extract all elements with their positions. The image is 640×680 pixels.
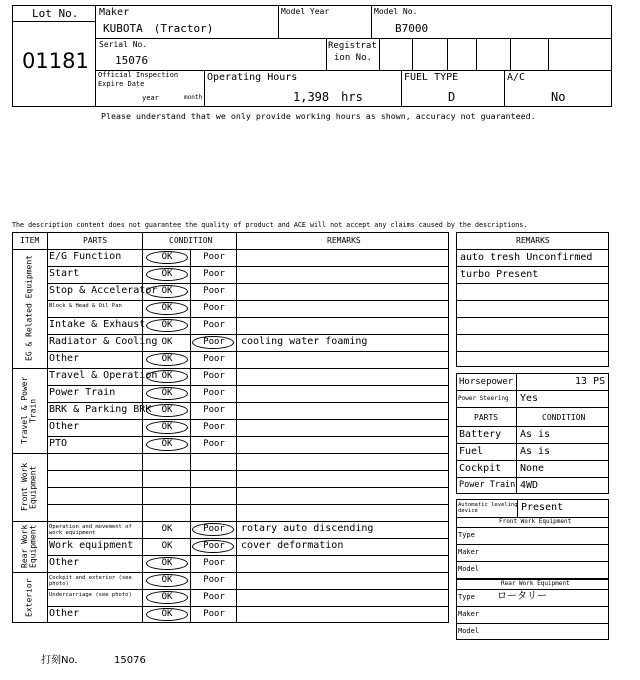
side-remark-line: turbo Present	[460, 269, 539, 280]
table-row	[47, 436, 449, 453]
part-name: Power Train	[49, 387, 116, 398]
side-part-value: As is	[520, 429, 551, 440]
poor-option: Poor	[203, 405, 225, 415]
side-parts-header: PARTS	[474, 413, 499, 422]
poor-option: Poor	[203, 320, 225, 330]
poor-option: Poor	[203, 354, 225, 364]
table-row	[47, 351, 449, 368]
group-label: Front Work Equipment	[20, 462, 38, 512]
selected-condition-circle	[146, 353, 188, 366]
hours-notice: Please understand that we only provide working hours as shown, accuracy not guaranteed.	[101, 111, 536, 121]
part-name: Radiator & Cooling	[49, 336, 158, 347]
selected-condition-circle	[146, 438, 188, 451]
row-remark: cooling water foaming	[241, 336, 368, 347]
maker-label: Maker	[99, 7, 130, 18]
ac-value: No	[551, 90, 566, 104]
row-remark: cover deformation	[241, 540, 344, 551]
side-part-label: Fuel	[459, 446, 484, 457]
remarks-header: REMARKS	[327, 236, 361, 245]
poor-option: Poor	[203, 337, 225, 347]
part-name: E/G Function	[49, 251, 122, 262]
part-name: Stop & Accelerator	[49, 285, 158, 296]
rear-equipment-header: Rear Work Equipment	[501, 580, 570, 587]
selected-condition-circle	[146, 319, 188, 332]
part-name: Start	[49, 268, 80, 279]
hours-label: Operating Hours	[207, 72, 298, 83]
selected-condition-circle	[146, 268, 188, 281]
poor-option: Poor	[203, 371, 225, 381]
table-row	[47, 249, 449, 266]
serial-value: 15076	[115, 54, 149, 67]
ok-option: OK	[161, 524, 173, 534]
table-row	[47, 317, 449, 334]
part-name: Block & Head & Oil Pan	[49, 303, 122, 309]
condition-header: CONDITION	[169, 236, 213, 245]
table-row	[47, 521, 449, 538]
part-name: Undercarriage (see photo)	[49, 592, 132, 598]
selected-condition-circle	[192, 336, 234, 349]
model-year-label: Model Year	[281, 7, 330, 16]
description-notice: The description content does not guarantee the quality of product and ACE will not accept any claims caused by the descriptions.	[12, 221, 528, 229]
ok-option: OK	[161, 439, 173, 449]
ac-label: A/C	[507, 72, 526, 83]
part-name: Cockpit and exterior (see photo)	[49, 575, 132, 588]
table-row	[47, 453, 449, 470]
table-row	[47, 283, 449, 300]
part-name: PTO	[49, 438, 68, 449]
hours-value: 1,398 hrs	[293, 90, 363, 104]
rear-type-label: Type	[458, 593, 475, 601]
poor-option: Poor	[203, 541, 225, 551]
leveling-label-2: device	[458, 508, 478, 514]
ok-option: OK	[161, 320, 173, 330]
part-name: BRK & Parking BRK	[49, 404, 152, 415]
selected-condition-circle	[146, 404, 188, 417]
side-remark-line: auto tresh Unconfirmed	[460, 252, 593, 263]
side-part-value: As is	[520, 446, 551, 457]
ok-option: OK	[161, 337, 173, 347]
horsepower-label: Horsepower	[459, 377, 514, 387]
fuel-label: FUEL TYPE	[404, 72, 459, 83]
poor-option: Poor	[203, 422, 225, 432]
table-row	[47, 368, 449, 385]
table-row	[47, 589, 449, 606]
selected-condition-circle	[146, 421, 188, 434]
front-equipment-header: Front Work Equipment	[499, 518, 572, 525]
poor-option: Poor	[203, 524, 225, 534]
poor-option: Poor	[203, 439, 225, 449]
ok-option: OK	[161, 575, 173, 585]
group-label: Exterior	[24, 578, 34, 617]
ok-option: OK	[161, 252, 173, 262]
selected-condition-circle	[146, 370, 188, 383]
month-label: month	[184, 94, 203, 101]
part-name: Travel & Operation	[49, 370, 158, 381]
side-remarks-header: REMARKS	[516, 236, 550, 245]
part-name: Other	[49, 608, 80, 619]
registration-label-2: ion No.	[334, 53, 372, 63]
part-name: Operation and movement of work equipment	[49, 524, 132, 537]
selected-condition-circle	[146, 251, 188, 264]
selected-condition-circle	[146, 591, 188, 604]
table-row	[47, 334, 449, 351]
row-remark: rotary auto discending	[241, 523, 374, 534]
selected-condition-circle	[146, 285, 188, 298]
stamp-number-label: 打刻No.	[41, 655, 78, 666]
table-row	[47, 487, 449, 504]
ok-option: OK	[161, 303, 173, 313]
poor-option: Poor	[203, 592, 225, 602]
poor-option: Poor	[203, 286, 225, 296]
selected-condition-circle	[192, 540, 234, 553]
maker-value: KUBOTA (Tractor)	[103, 22, 214, 35]
stamp-number-value: 15076	[114, 655, 146, 666]
selected-condition-circle	[146, 387, 188, 400]
fuel-value: D	[448, 90, 456, 104]
rear-maker-label: Maker	[458, 610, 480, 618]
ok-option: OK	[161, 354, 173, 364]
side-part-label: Power Train	[459, 480, 516, 490]
table-row	[47, 300, 449, 317]
side-part-label: Battery	[459, 429, 502, 440]
item-header: ITEM	[20, 236, 40, 245]
poor-option: Poor	[203, 269, 225, 279]
table-row	[47, 419, 449, 436]
table-row	[47, 470, 449, 487]
power-steering-value: Yes	[520, 393, 539, 404]
poor-option: Poor	[203, 388, 225, 398]
horsepower-value: 13 PS	[575, 376, 606, 387]
ok-option: OK	[161, 405, 173, 415]
part-name: Other	[49, 557, 80, 568]
power-steering-label: Power Steering	[458, 395, 509, 402]
front-maker-label: Maker	[458, 548, 480, 556]
part-name: Intake & Exhaust	[49, 319, 146, 330]
ok-option: OK	[161, 371, 173, 381]
side-condition-header: CONDITION	[542, 413, 586, 422]
side-part-value: None	[520, 463, 545, 474]
table-row	[47, 402, 449, 419]
inspection-label: Official Inspection	[98, 71, 179, 79]
rear-type-value: ロータリー	[497, 591, 547, 602]
lot-number-label: Lot No.	[32, 7, 79, 20]
ok-option: OK	[161, 541, 173, 551]
model-no-label: Model No.	[374, 7, 418, 16]
poor-option: Poor	[203, 575, 225, 585]
poor-option: Poor	[203, 252, 225, 262]
side-part-label: Cockpit	[459, 463, 502, 474]
selected-condition-circle	[192, 523, 234, 536]
table-row	[47, 504, 449, 521]
group-label: EG & Related Equipment	[24, 255, 34, 362]
group-label: Rear Work Equipment	[20, 524, 38, 569]
poor-option: Poor	[203, 558, 225, 568]
ok-option: OK	[161, 609, 173, 619]
ok-option: OK	[161, 269, 173, 279]
table-row	[47, 572, 449, 589]
part-name: Other	[49, 353, 80, 364]
ok-option: OK	[161, 592, 173, 602]
ok-option: OK	[161, 388, 173, 398]
parts-header: PARTS	[83, 236, 108, 245]
leveling-value: Present	[521, 502, 564, 513]
registration-label: Registrat	[328, 41, 377, 51]
part-name: Other	[49, 421, 80, 432]
selected-condition-circle	[146, 608, 188, 621]
poor-option: Poor	[203, 609, 225, 619]
ok-option: OK	[161, 558, 173, 568]
ok-option: OK	[161, 286, 173, 296]
rear-model-label: Model	[458, 627, 480, 635]
group-label: Travel & Power Train	[20, 376, 38, 445]
leveling-label: Automatic leveling	[458, 502, 518, 508]
poor-option: Poor	[203, 303, 225, 313]
selected-condition-circle	[146, 557, 188, 570]
table-row	[47, 606, 449, 623]
selected-condition-circle	[146, 574, 188, 587]
model-no-value: B7000	[395, 22, 429, 35]
lot-number-value: 01181	[22, 49, 89, 73]
table-row	[47, 538, 449, 555]
table-row	[47, 385, 449, 402]
year-label: year	[142, 94, 159, 102]
serial-label: Serial No.	[99, 40, 148, 49]
part-name: Work equipment	[49, 540, 134, 551]
front-model-label: Model	[458, 565, 480, 573]
inspection-label-2: Expire Date	[98, 80, 145, 88]
table-row	[47, 555, 449, 572]
side-part-value: 4WD	[520, 480, 539, 491]
front-type-label: Type	[458, 531, 475, 539]
table-row	[47, 266, 449, 283]
selected-condition-circle	[146, 302, 188, 315]
ok-option: OK	[161, 422, 173, 432]
